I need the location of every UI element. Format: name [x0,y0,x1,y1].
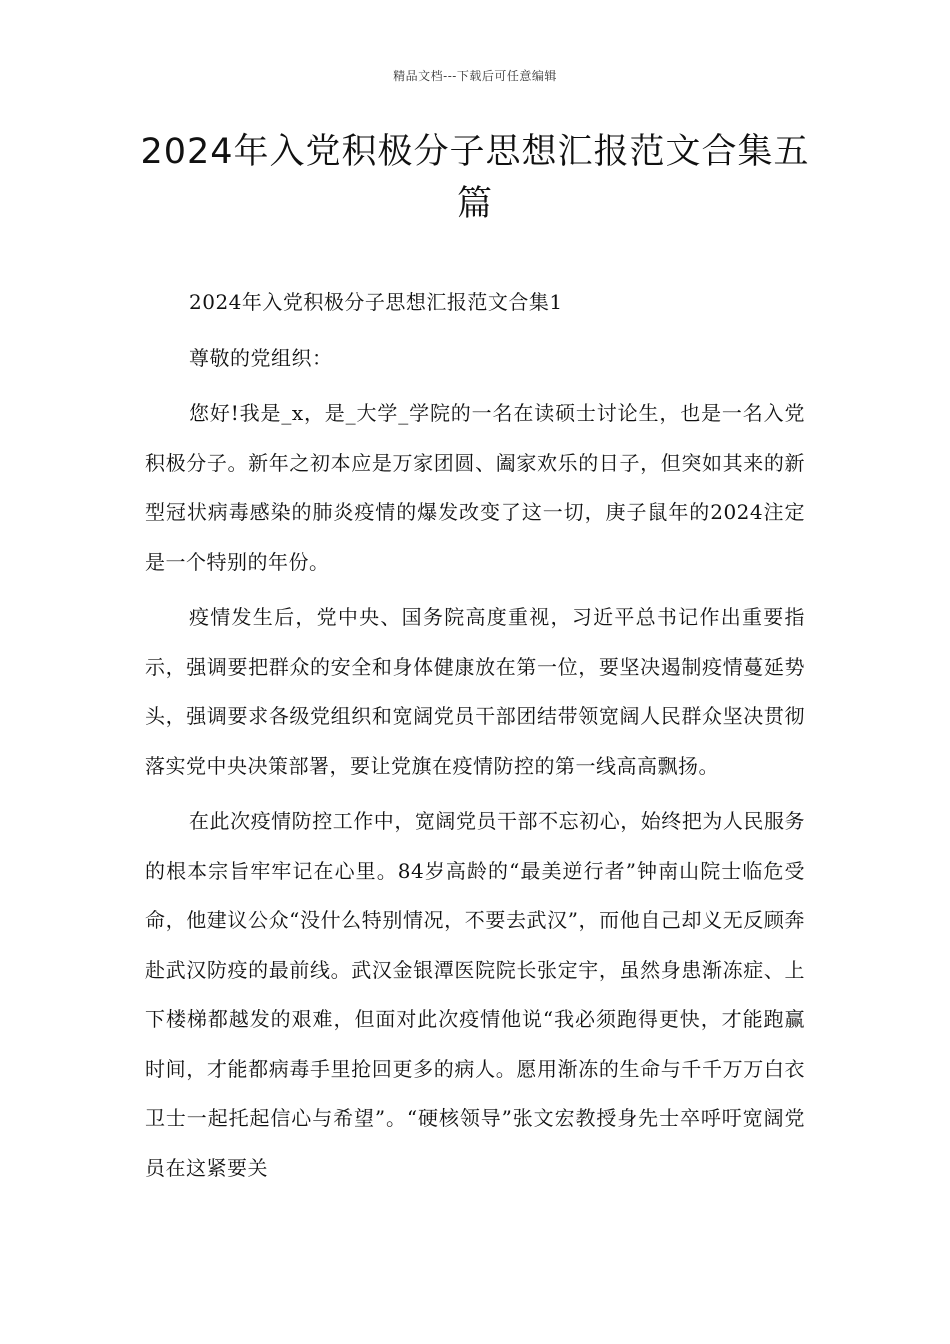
document-body [145,278,805,1199]
body-paragraph: 在此次疫情防控工作中，宽阔党员干部不忘初心，始终把为人民服务的根本宗旨牢牢记在心里。84岁高龄的“最美逆行者”钟南山院士临危受命，他建议公众“没什么特别情况，不要去武汉”，而他自己却义无反顾奔赴武汉防疫的最前线。武汉金银潭医院院长张定宇，虽然身患渐冻症、上下楼梯都越发的艰难，但面对此次疫情他说“我必须跑得更快，才能跑赢时间，才能都病毒手里抢回更多的病人。愿用渐冻的生命与千千万万白衣卫士一起托起信心与希望”。“硬核领导”张文宏教授身先士卒呼吁宽阔党员在这紧要关 [145,809,805,1180]
body-paragraph: 疫情发生后，党中央、国务院高度重视，习近平总书记作出重要指示，强调要把群众的安全和身体健康放在第一位，要坚决遏制疫情蔓延势头，强调要求各级党组织和宽阔党员干部团结带领宽阔人民群众坚决贯彻落实党中央决策部署，要让党旗在疫情防控的第一线高高飘扬。 [145,605,805,778]
section-heading: 2024年入党积极分子思想汇报范文合集1 [189,290,563,314]
header-note: 精品文档---下载后可任意编辑 [393,69,557,83]
document-title: 2024年入党积极分子思想汇报范文合集五篇 [140,132,810,224]
body-paragraph: 您好!我是_x，是_大学_学院的一名在读硕士讨论生，也是一名入党积极分子。新年之初本应是万家团圆、阖家欢乐的日子，但突如其来的新型冠状病毒感染的肺炎疫情的爆发改变了这一切，庚子鼠年的2024注定是一个特别的年份。 [145,401,805,574]
salutation: 尊敬的党组织： [189,345,333,370]
